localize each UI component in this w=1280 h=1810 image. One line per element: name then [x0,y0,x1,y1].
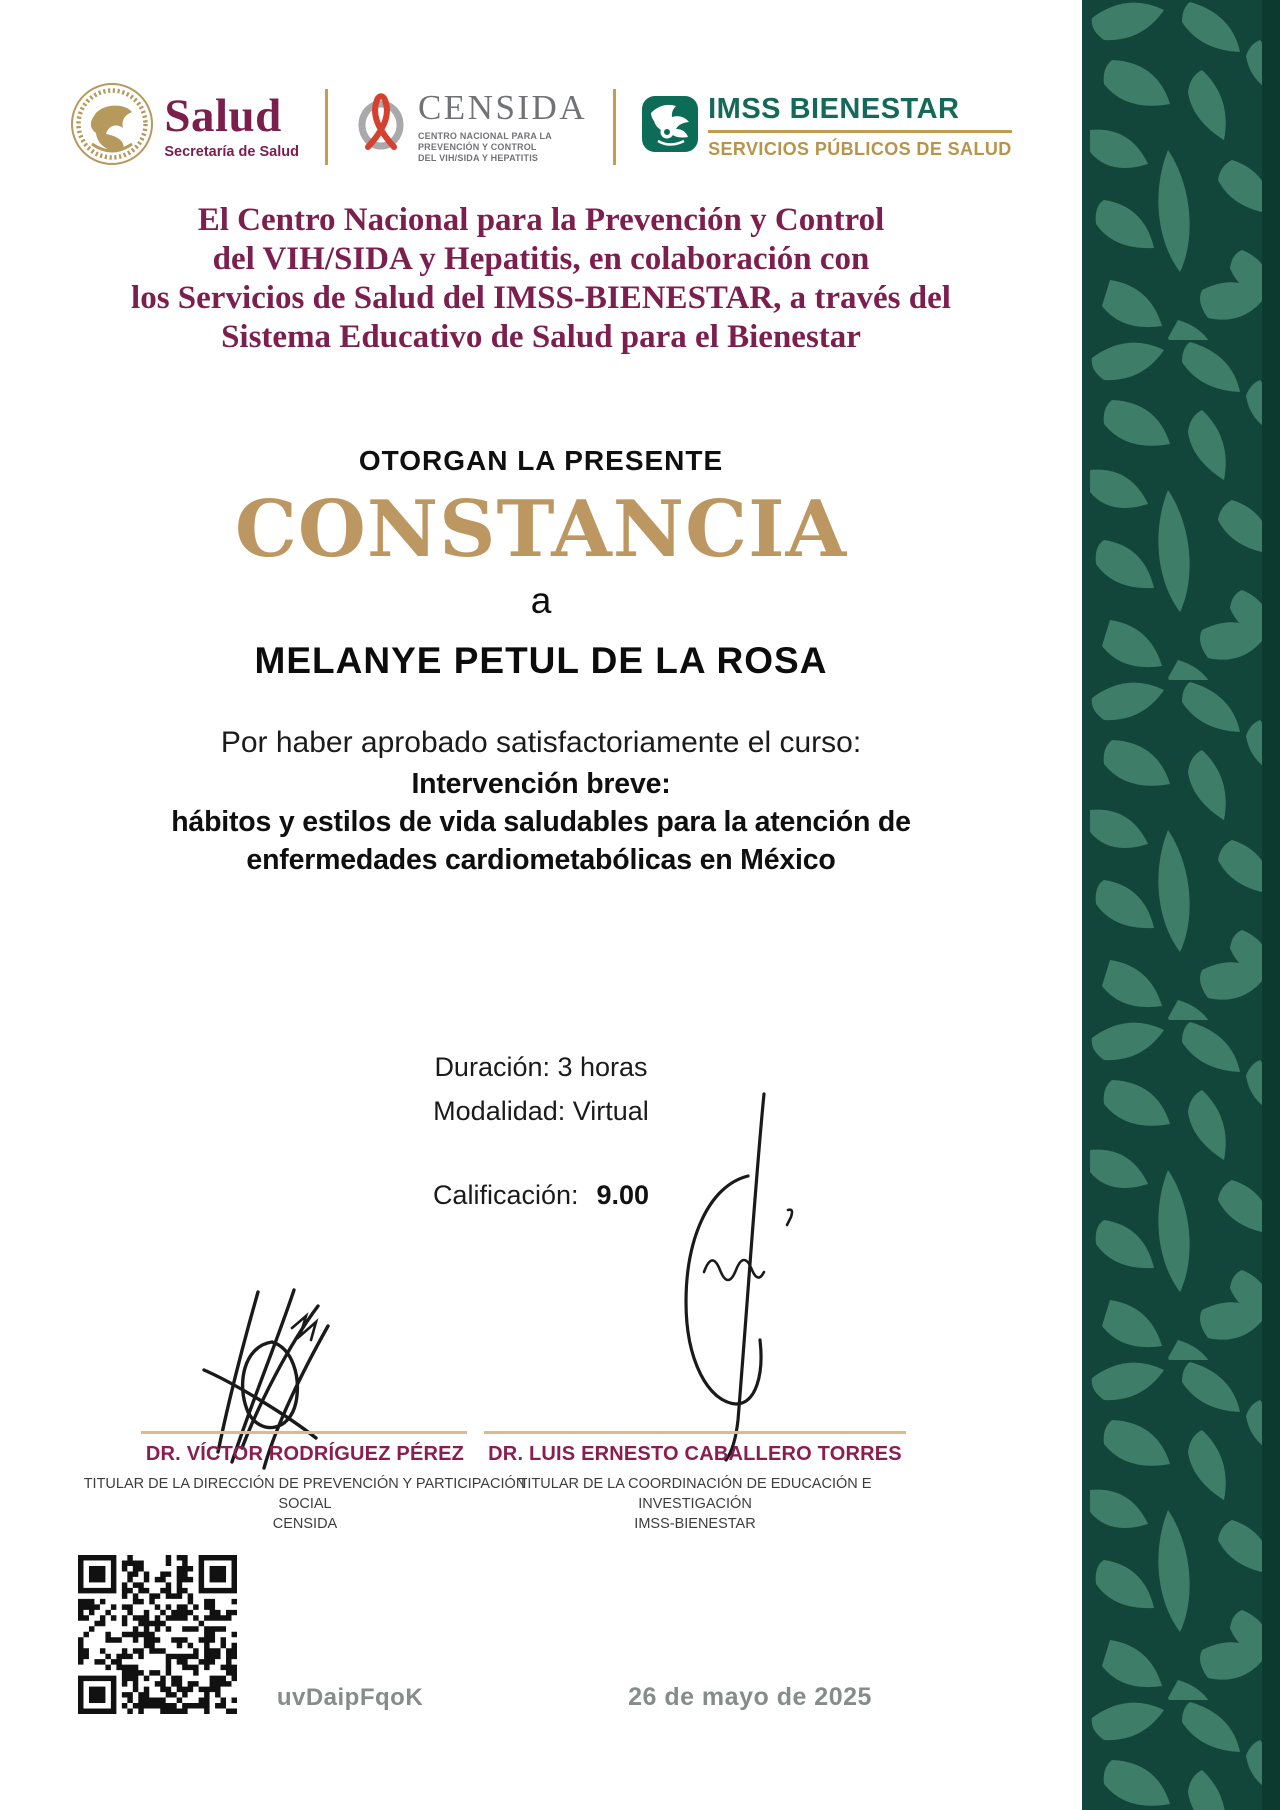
course-intro: Por haber aprobado satisfactoriamente el curso: [220,726,862,759]
salud-subtitle: Secretaría de Salud [164,144,299,161]
decorative-leaf-border [1082,0,1280,1810]
issue-date: 26 de mayo de 2025 [628,1683,872,1711]
issuer-line: Sistema Educativo de Salud para el Bienestar [221,319,861,355]
signature-line [484,1431,906,1434]
signatory-org: CENSIDA [272,1516,338,1532]
salud-wordmark: Salud [164,90,282,143]
censida-wordmark: CENSIDA [417,87,588,127]
modality-text: Modalidad: Virtual [433,1096,649,1126]
issuer-statement [0,201,1082,357]
certificate-title: CONSTANCIA [234,484,848,575]
issuer-line: El Centro Nacional para la Prevención y Control [197,202,885,238]
salud-logo [70,82,299,171]
issuer-line: del VIH/SIDA y Hepatitis, en colaboración con [212,241,870,277]
course-title [0,765,1082,879]
imss-eagle-icon [642,96,698,157]
presents-label: OTORGAN LA PRESENTE [358,445,724,476]
signatory-title: TITULAR DE LA COORDINACIÓN DE EDUCACIÓN E INVESTIGACIÓN [518,1476,872,1512]
grade-label: Calificación: [432,1180,579,1210]
duration-text: Duración: 3 horas [434,1052,648,1082]
course-title-line: enfermedades cardiometabólicas en México [246,844,836,876]
recipient-name: MELANYE PETUL DE LA ROSA [254,640,828,681]
course-details [0,1045,1082,1133]
course-title-line: Intervención breve: [411,768,671,800]
signatory-name: DR. LUIS ERNESTO CABALLERO TORRES [488,1443,902,1465]
signature-line [141,1431,467,1434]
grade-value: 9.00 [596,1180,650,1210]
imss-wordmark: IMSS BIENESTAR [708,93,960,126]
signature-right [465,1443,925,1534]
mexico-coat-of-arms-icon [70,82,154,171]
course-title-line: hábitos y estilos de vida saludables para la atención de [171,806,911,838]
recipient-preposition: a [530,580,552,621]
signatory-org: IMSS-BIENESTAR [634,1516,756,1532]
logo-divider [613,89,616,165]
imss-logo [642,95,1012,158]
logo-divider [325,89,328,165]
imss-subtitle: SERVICIOS PÚBLICOS DE SALUD [708,138,1012,159]
signature-scribble-right-icon [652,1090,802,1467]
logo-bar [0,82,1082,171]
censida-logo [354,87,588,164]
issuer-line: los Servicios de Salud del IMSS-BIENESTAR, a través del [131,280,951,316]
signatory-name: DR. VÍCTOR RODRÍGUEZ PÉREZ [145,1443,465,1465]
signatory-title: TITULAR DE LA DIRECCIÓN DE PREVENCIÓN Y PARTICIPACIÓN SOCIAL [83,1476,527,1512]
imss-gold-rule [708,130,1012,133]
censida-subtitle: CENTRO NACIONAL PARA LA PREVENCIÓN Y CONTROL DEL VIH/SIDA Y HEPATITIS [417,130,552,163]
grade-row [0,1180,1082,1211]
aids-ribbon-icon [354,91,408,162]
qr-code [78,1555,237,1714]
verification-code: uvDaipFqoK [276,1684,424,1711]
